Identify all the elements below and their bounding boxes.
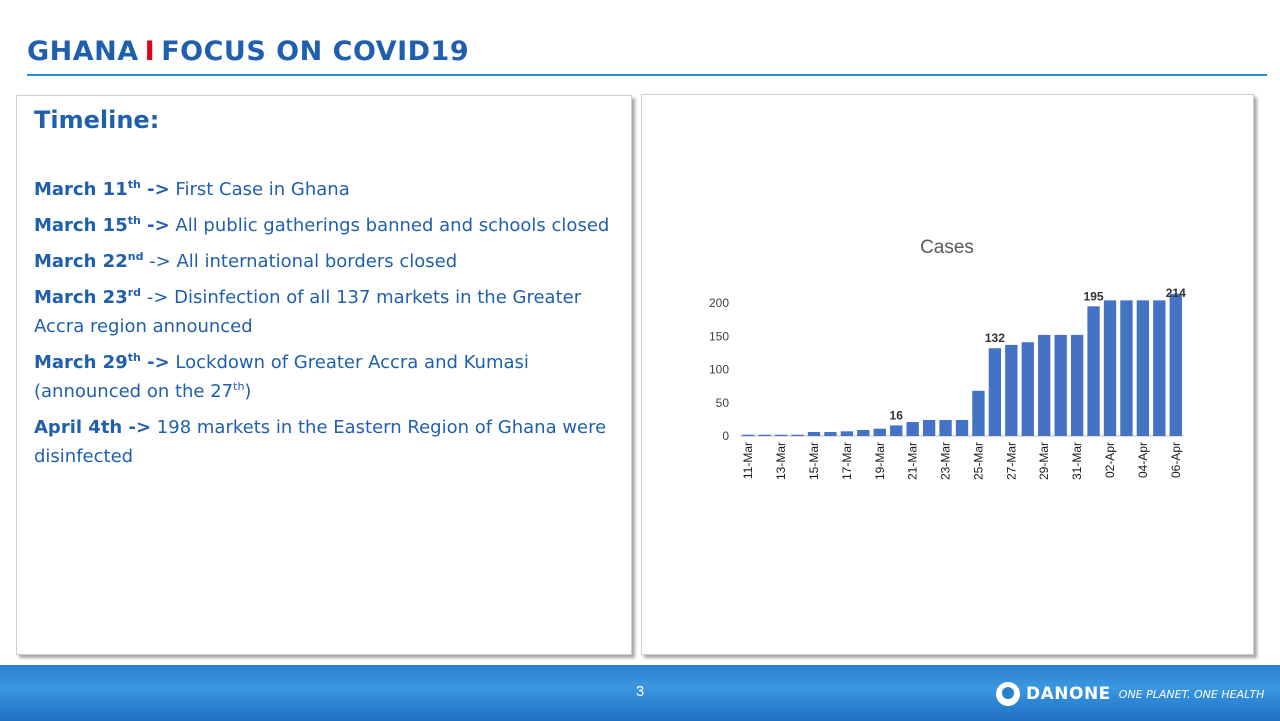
event-arrow: -> <box>140 215 170 236</box>
title-separator: I <box>144 36 156 67</box>
brand-tagline: ONE PLANET. ONE HEALTH <box>1118 687 1265 701</box>
bar <box>1022 342 1034 436</box>
event-text: -> Disinfection of all 137 markets in the Greater Accra region announced <box>34 287 582 337</box>
bar <box>791 435 803 436</box>
event-date-suffix: th <box>127 214 141 227</box>
event-date-suffix: nd <box>127 250 144 263</box>
title-underline <box>27 74 1267 76</box>
event-date-suffix: rd <box>127 286 142 299</box>
data-label: 16 <box>889 408 903 423</box>
data-label: 132 <box>984 331 1005 346</box>
bar <box>742 435 754 436</box>
bar <box>857 430 869 436</box>
x-tick-label: 21-Mar <box>905 442 920 481</box>
event-arrow: -> <box>122 417 152 438</box>
event-date: March 15 <box>34 215 128 236</box>
slide-title <box>27 36 469 67</box>
x-tick-label: 15-Mar <box>807 442 821 481</box>
bar <box>972 391 984 436</box>
danone-logo-icon <box>996 682 1020 706</box>
timeline-event <box>34 247 624 276</box>
bar <box>808 432 820 436</box>
bar <box>1120 300 1132 436</box>
y-tick-label: 150 <box>708 329 729 344</box>
bar <box>1055 335 1067 436</box>
bar <box>939 420 951 436</box>
bar <box>956 420 968 436</box>
event-text: 198 markets in the Eastern Region of Ghana were disinfected <box>34 417 607 467</box>
event-date: March 11 <box>34 179 128 200</box>
event-date-suffix: th <box>127 351 141 364</box>
event-date: March 23 <box>34 287 128 308</box>
y-tick-label: 50 <box>715 395 729 410</box>
x-tick-label: 04-Apr <box>1135 442 1150 479</box>
bar <box>1104 300 1116 436</box>
bar <box>1087 306 1099 436</box>
event-text: -> All international borders closed <box>143 251 458 272</box>
title-topic: FOCUS ON COVID19 <box>161 36 470 67</box>
danone-logo <box>996 681 1264 707</box>
timeline-event <box>34 413 624 471</box>
timeline-event <box>34 283 624 341</box>
event-arrow: -> <box>140 352 170 373</box>
x-tick-label: 11-Mar <box>741 442 756 480</box>
footer-bar <box>0 665 1280 721</box>
timeline-list <box>34 175 624 478</box>
event-text: Lockdown of Greater Accra and Kumasi (announced on the 27 <box>34 352 529 402</box>
event-date: March 22 <box>34 251 128 272</box>
event-date: April 4th <box>34 417 123 438</box>
bar <box>890 425 902 436</box>
y-tick-label: 200 <box>708 296 729 310</box>
bar <box>824 432 836 436</box>
x-tick-label: 27-Mar <box>1004 442 1019 481</box>
data-label: 214 <box>1165 286 1186 300</box>
bar <box>775 435 787 436</box>
event-text-suffix: th <box>233 380 245 393</box>
y-tick-label: 100 <box>708 362 729 377</box>
bar <box>1137 300 1149 436</box>
timeline-heading: Timeline: <box>34 106 160 134</box>
event-text: All public gatherings banned and schools closed <box>169 215 610 236</box>
page-number: 3 <box>635 683 645 700</box>
x-tick-label: 31-Mar <box>1070 442 1085 481</box>
x-tick-label: 29-Mar <box>1037 442 1052 481</box>
title-country: GHANA <box>27 36 139 67</box>
bar <box>1170 294 1182 436</box>
bar <box>1038 335 1050 436</box>
timeline-event <box>34 211 624 240</box>
chart-title: Cases <box>920 237 974 258</box>
bar <box>1153 300 1165 436</box>
bar <box>841 431 853 436</box>
data-label: 195 <box>1083 289 1104 304</box>
bar <box>874 429 886 436</box>
bar <box>759 435 771 436</box>
timeline-panel <box>16 95 632 655</box>
timeline-event <box>34 348 624 406</box>
bar <box>989 348 1001 436</box>
x-tick-label: 06-Apr <box>1168 442 1183 479</box>
cases-chart <box>642 95 1253 654</box>
y-tick-label: 0 <box>722 429 729 443</box>
bar <box>907 422 919 436</box>
event-text: First Case in Ghana <box>169 179 350 200</box>
chart-panel <box>641 94 1254 655</box>
bar <box>923 420 935 436</box>
bar <box>1071 335 1083 436</box>
x-tick-label: 19-Mar <box>872 442 887 481</box>
timeline-event <box>34 175 624 204</box>
x-tick-label: 25-Mar <box>971 442 986 481</box>
bar <box>1005 345 1017 436</box>
x-tick-label: 17-Mar <box>839 442 854 481</box>
event-arrow: -> <box>140 179 170 200</box>
x-tick-label: 23-Mar <box>938 442 953 481</box>
event-date: March 29 <box>34 352 128 373</box>
x-tick-label: 02-Apr <box>1103 442 1117 479</box>
brand-name: DANONE <box>1026 684 1111 704</box>
event-date-suffix: th <box>127 178 141 191</box>
x-tick-label: 13-Mar <box>774 442 789 481</box>
event-text-tail: ) <box>244 381 252 402</box>
